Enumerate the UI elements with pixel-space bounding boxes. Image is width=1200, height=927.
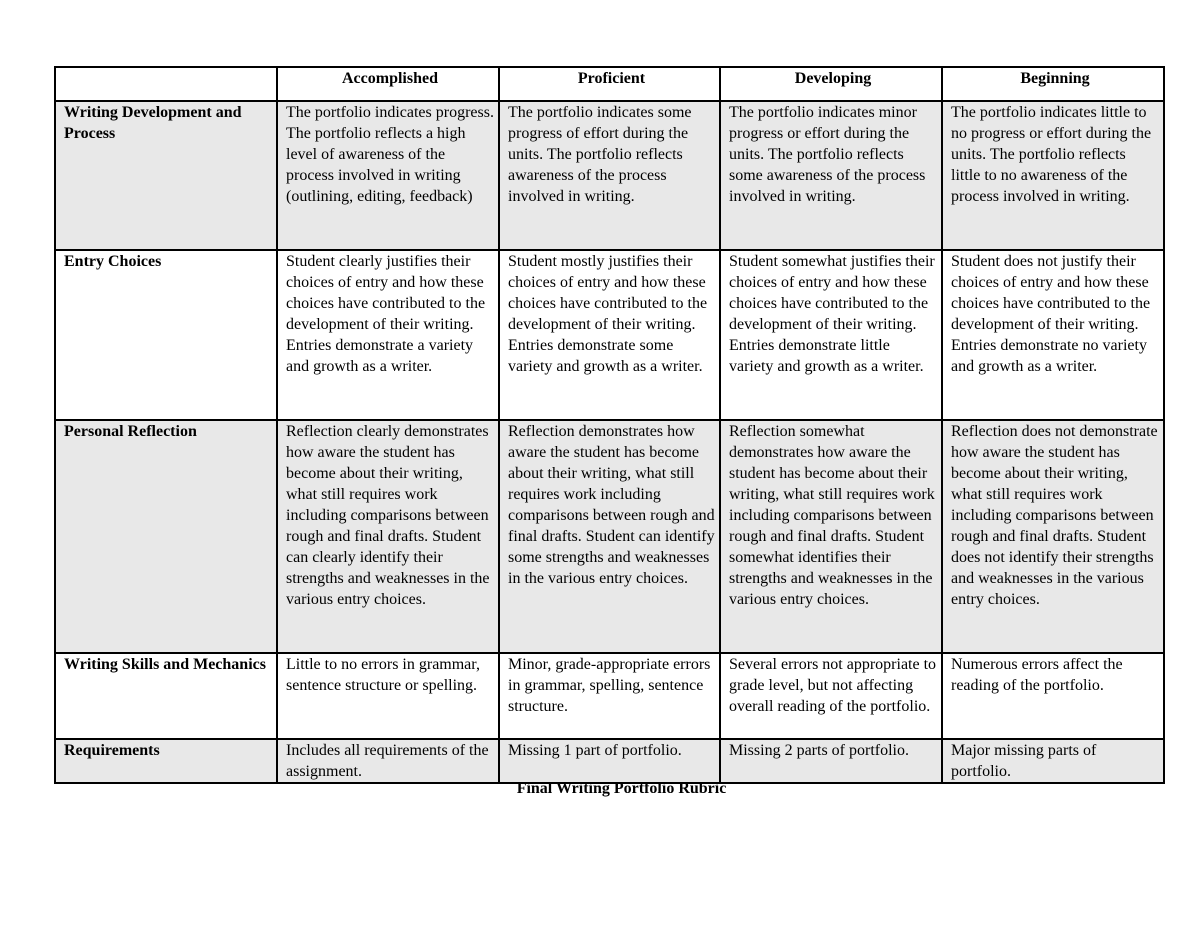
criterion-writing-development: Writing Development and Process — [55, 101, 277, 250]
cell-writing-development-accomplished: The portfolio indicates progress. The portfolio reflects a high level of awareness of the process involved in writing (outlining, editing, feedback) — [277, 101, 499, 250]
table-caption: Final Writing Portfolio Rubric — [516, 780, 727, 797]
table-row — [55, 250, 1164, 420]
cell-personal-reflection-accomplished: Reflection clearly demonstrates how aware the student has become about their writing, what still requires work including comparisons between rough and final drafts. Student can clearly identify their strengths and weaknesses in the various entry choices. — [277, 420, 499, 653]
header-corner-cell — [55, 67, 277, 101]
criterion-requirements: Requirements — [55, 739, 277, 783]
cell-writing-development-proficient: The portfolio indicates some progress of effort during the units. The portfolio reflects awareness of the process involved in writing. — [499, 101, 720, 250]
header-row — [55, 67, 1164, 101]
cell-writing-skills-proficient: Minor, grade-appropriate errors in grammar, spelling, sentence structure. — [499, 653, 720, 739]
cell-requirements-beginning: Major missing parts of portfolio. — [942, 739, 1164, 783]
cell-personal-reflection-proficient: Reflection demonstrates how aware the student has become about their writing, what still requires work including comparisons between rough and final drafts. Student can identify some strengths and weaknesses in the various entry choices. — [499, 420, 720, 653]
cell-entry-choices-beginning: Student does not justify their choices of entry and how these choices have contributed to the development of their writing. Entries demonstrate no variety and growth as a writer. — [942, 250, 1164, 420]
cell-entry-choices-developing: Student somewhat justifies their choices of entry and how these choices have contributed to the development of their writing. Entries demonstrate little variety and growth as a writer. — [720, 250, 942, 420]
criterion-writing-skills: Writing Skills and Mechanics — [55, 653, 277, 739]
cell-personal-reflection-developing: Reflection somewhat demonstrates how aware the student has become about their writing, what still requires work including comparisons between rough and final drafts. Student somewhat identifies their strengths and weaknesses in the various entry choices. — [720, 420, 942, 653]
cell-entry-choices-accomplished: Student clearly justifies their choices of entry and how these choices have contributed to the development of their writing. Entries demonstrate a variety and growth as a writer. — [277, 250, 499, 420]
cell-writing-development-beginning: The portfolio indicates little to no progress or effort during the units. The portfolio reflects little to no awareness of the process involved in writing. — [942, 101, 1164, 250]
table-row — [55, 420, 1164, 653]
table-row — [55, 101, 1164, 250]
header-proficient: Proficient — [499, 67, 720, 101]
cell-requirements-developing: Missing 2 parts of portfolio. — [720, 739, 942, 783]
table-row — [55, 739, 1164, 783]
cell-requirements-accomplished: Includes all requirements of the assignment. — [277, 739, 499, 783]
cell-writing-skills-beginning: Numerous errors affect the reading of the portfolio. — [942, 653, 1164, 739]
criterion-entry-choices: Entry Choices — [55, 250, 277, 420]
header-beginning: Beginning — [942, 67, 1164, 101]
cell-entry-choices-proficient: Student mostly justifies their choices of entry and how these choices have contributed to the development of their writing. Entries demonstrate some variety and growth as a writer. — [499, 250, 720, 420]
rubric-table — [54, 66, 1165, 784]
cell-writing-development-developing: The portfolio indicates minor progress or effort during the units. The portfolio reflects some awareness of the process involved in writing. — [720, 101, 942, 250]
header-developing: Developing — [720, 67, 942, 101]
header-accomplished: Accomplished — [277, 67, 499, 101]
table-row — [55, 653, 1164, 739]
cell-requirements-proficient: Missing 1 part of portfolio. — [499, 739, 720, 783]
criterion-personal-reflection: Personal Reflection — [55, 420, 277, 653]
cell-writing-skills-accomplished: Little to no errors in grammar, sentence structure or spelling. — [277, 653, 499, 739]
cell-personal-reflection-beginning: Reflection does not demonstrate how aware the student has become about their writing, what still requires work including comparisons between rough and final drafts. Student does not identify their strengths and weaknesses in the various entry choices. — [942, 420, 1164, 653]
cell-writing-skills-developing: Several errors not appropriate to grade level, but not affecting overall reading of the portfolio. — [720, 653, 942, 739]
